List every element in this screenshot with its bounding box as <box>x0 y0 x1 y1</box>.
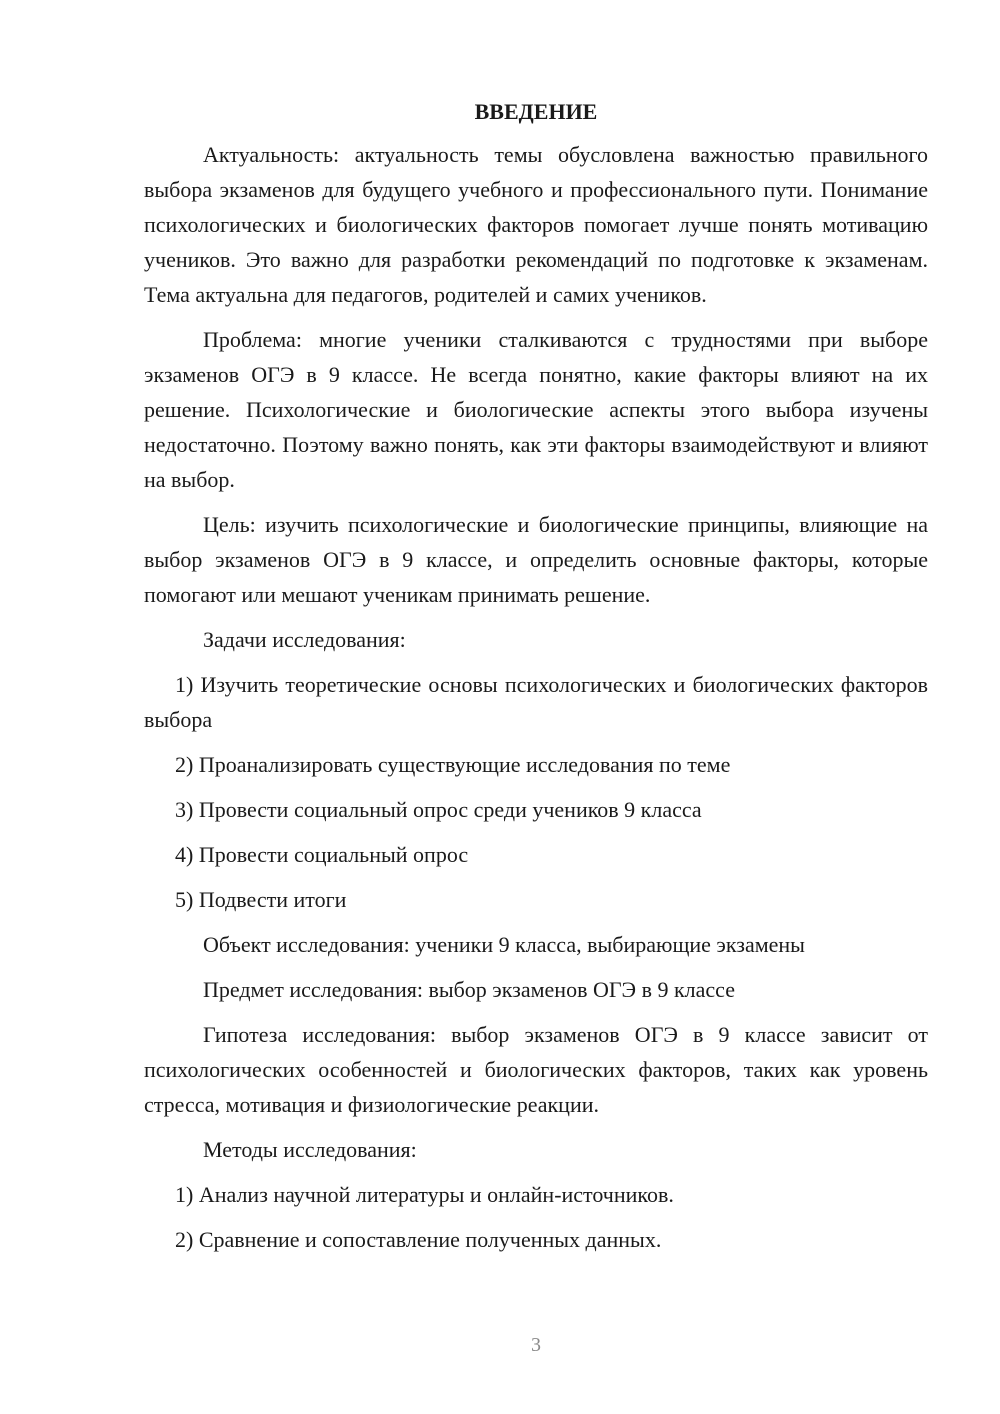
tasks-heading: Задачи исследования: <box>203 627 406 652</box>
page-title: ВВЕДЕНИЕ <box>474 99 598 124</box>
task-item-4: 4) Провести социальный опрос <box>175 842 469 867</box>
goal-paragraph: Цель: изучить психологические и биологические принципы, влияющие на выбор экзаменов ОГЭ в 9 классе, и определить основные факторы, которые помогают или мешают ученикам принимать решение. <box>144 512 928 607</box>
methods-heading: Методы исследования: <box>203 1137 417 1162</box>
page-number: 3 <box>531 1334 541 1356</box>
hypothesis-paragraph: Гипотеза исследования: выбор экзаменов ОГЭ в 9 классе зависит от психологических особенностей и биологических факторов, таких как уровень стресса, мотивация и физиологические реакции. <box>144 1022 928 1117</box>
method-item-1: 1) Анализ научной литературы и онлайн-источников. <box>175 1182 674 1207</box>
research-object: Объект исследования: ученики 9 класса, выбирающие экзамены <box>203 932 805 957</box>
task-item-5: 5) Подвести итоги <box>175 887 347 912</box>
task-item-2: 2) Проанализировать существующие исследования по теме <box>175 752 731 777</box>
page-content <box>144 94 928 1267</box>
method-item-2: 2) Сравнение и сопоставление полученных данных. <box>175 1227 662 1252</box>
problem-paragraph: Проблема: многие ученики сталкиваются с трудностями при выборе экзаменов ОГЭ в 9 классе. Не всегда понятно, какие факторы влияют на их решение. Психологические и биологические аспекты этого выбора изучены недостаточно. Поэтому важно понять, как эти факторы взаимодействуют и влияют на выбор. <box>144 327 928 492</box>
task-item-1: 1) Изучить теоретические основы психологических и биологических факторов выбора <box>144 672 928 732</box>
research-subject: Предмет исследования: выбор экзаменов ОГЭ в 9 классе <box>203 977 735 1002</box>
relevance-paragraph: Актуальность: актуальность темы обусловлена важностью правильного выбора экзаменов для будущего учебного и профессионального пути. Понимание психологических и биологических факторов помогает лучше понять мотивацию учеников. Это важно для разработки рекомендаций по подготовке к экзаменам. Тема актуальна для педагогов, родителей и самих учеников. <box>144 142 928 307</box>
task-item-3: 3) Провести социальный опрос среди учеников 9 класса <box>175 797 702 822</box>
